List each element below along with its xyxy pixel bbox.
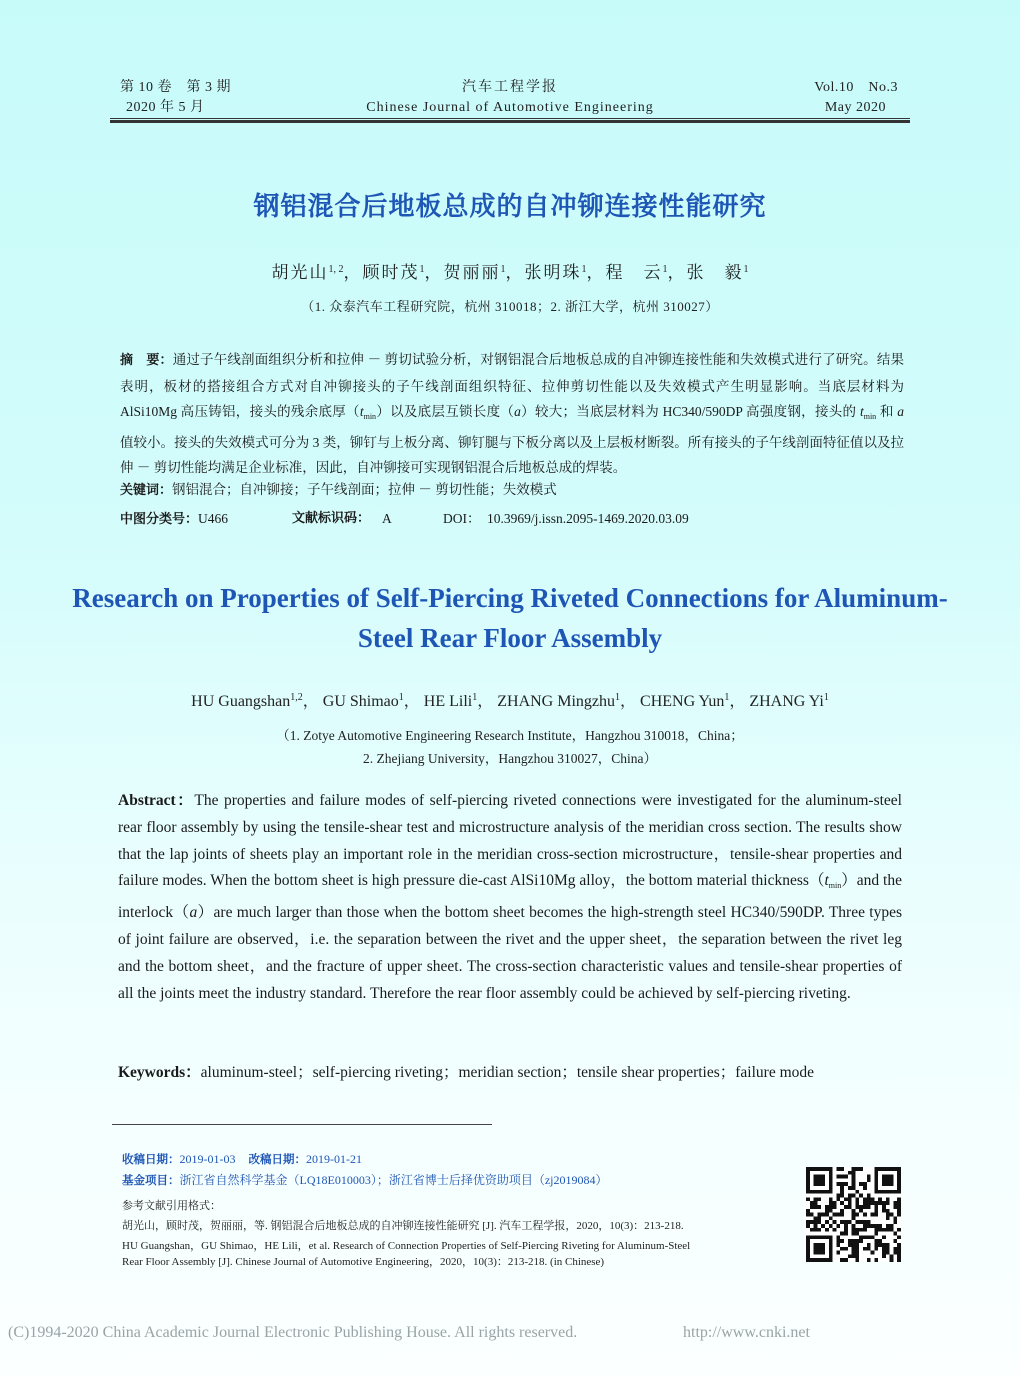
author-cn: 顾时茂 (362, 263, 420, 282)
symbol-t: t (824, 872, 829, 890)
fund-line (122, 1170, 782, 1190)
title-cn: 钢铝混合后地板总成的自冲铆连接性能研究 (253, 192, 767, 222)
author-affiliation-mark: 1 (823, 692, 829, 703)
author-affiliation-mark: 1 (398, 692, 404, 703)
author-affiliation-mark: 1 (500, 264, 506, 275)
symbol-subscript: min (863, 412, 877, 421)
symbol-subscript: min (828, 881, 842, 891)
affiliation-cn: （1. 众泰汽车工程研究院，杭州 310018；2. 浙江大学，杭州 310027） (301, 299, 719, 314)
author-affiliation-mark: 1 (615, 692, 620, 703)
symbol-t: t (859, 404, 864, 419)
header-journal-cn: 汽车工程学报 (462, 80, 558, 95)
abstract-cn-text: ）较大；当底层材料为 HC340/590DP 高强度钢，接头的 (520, 404, 860, 419)
header-rule-thick (110, 120, 910, 123)
received-label: 收稿日期： (122, 1152, 180, 1166)
author-affiliation-mark: 1 (419, 264, 425, 275)
watermark-copyright: (C)1994-2020 China Academic Journal Electronic Publishing House. All rights reserved. (8, 1324, 578, 1341)
citation-en-line2: Rear Floor Assembly [J]. Chinese Journal of Automotive Engineering，2020，10(3)：213-218. (in Chinese) (122, 1256, 605, 1268)
author-en: CHENG Yun (640, 693, 725, 710)
keywords-en (118, 1061, 902, 1085)
author-en: ZHANG Mingzhu (497, 693, 615, 710)
author-cn: 贺丽丽 (443, 263, 501, 282)
header-journal-en: Chinese Journal of Automotive Engineering (366, 100, 654, 115)
keywords-cn-text: 钢铝混合；自冲铆接；子午线剖面；拉伸 － 剪切性能；失效模式 (172, 482, 557, 497)
keywords-cn-label: 关键词： (120, 483, 173, 498)
citation-label: 参考文献引用格式： (122, 1200, 221, 1212)
abstract-cn-text: ）以及底层互锁长度（ (376, 404, 515, 419)
abstract-cn-label: 摘 要： (120, 353, 173, 368)
abstract-en-text: ）are much larger than those when the bottom sheet becomes the high-strength steel HC340/590DP. Three types of joint failure are observed，i.e. the separation between the rivet and the upper sheet，the separation between the rivet leg and the bottom sheet，and the fracture of upper sheet. The cross-section characteristic values and tensile-shear properties of all the joints meet the industry standard. Therefore the rear floor assembly could be achieved by self-piercing riveting. (118, 904, 902, 1002)
footnote-rule (112, 1124, 492, 1125)
abstract-en-label: Abstract： (118, 792, 195, 809)
citation-cn: 胡光山，顾时茂，贺丽丽，等. 钢铝混合后地板总成的自冲铆连接性能研究 [J]. 汽车工程学报，2020，10(3)：213-218. (122, 1220, 684, 1232)
author-cn: 张 毅 (686, 263, 744, 282)
revised-label: 改稿日期： (248, 1152, 306, 1166)
abstract-cn (120, 347, 904, 481)
dates-line (122, 1149, 782, 1169)
author-en: HE Lili (423, 693, 473, 710)
header-issue: 第 10 卷 第 3 期 (120, 80, 231, 95)
symbol-subscript: min (363, 412, 377, 421)
fund-label: 基金项目： (122, 1173, 180, 1187)
fund-text: 浙江省自然科学基金（LQ18E010003）；浙江省博士后择优资助项目（zj2019084） (179, 1173, 608, 1187)
authors-cn: 胡光山$^{1, 2}$，顾时茂$^1$，贺丽丽$^1$，张明珠$^1$，程 云$^1$，张 毅$^1$ (271, 263, 749, 282)
keywords-cn (120, 479, 904, 502)
doi-label: DOI： (443, 511, 481, 526)
authors-en: HU Guangshan$^{1,2}$， GU Shimao$^1$， HE Lili$^1$， ZHANG Mingzhu$^1$， CHENG Yun$^1$， ZHANG Yi$^1$ (191, 692, 829, 710)
affiliation-en-line: 2. Zhejiang University，Hangzhou 310027，China） (363, 751, 657, 766)
author-cn: 程 云 (605, 263, 663, 282)
author-affiliation-mark: 1 (662, 264, 668, 275)
symbol-a: a (514, 404, 521, 419)
abstract-cn-text: 值较小。接头的失效模式可分为 3 类，铆钉与上板分离、铆钉腿与下板分离以及上层板材断裂。所有接头的子午线剖面特征值以及拉伸 － 剪切性能均满足企业标准，因此，自冲铆接可实现钢铝混合后地板总成的焊装。 (120, 434, 904, 475)
received-date: 2019-01-03 (179, 1152, 236, 1166)
revised-date: 2019-01-21 (306, 1152, 362, 1166)
qr-code-icon[interactable] (806, 1167, 901, 1262)
author-affiliation-mark: 1 (472, 692, 478, 703)
author-affiliation-mark: 1 (581, 264, 587, 275)
title-en: Research on Properties of Self-Piercing Riveted Connections for Aluminum-Steel Rear Floor Assembly (72, 583, 948, 653)
classification-cn (120, 508, 904, 531)
watermark-url: http://www.cnki.net (683, 1324, 810, 1341)
author-affiliation-mark: 1,2 (290, 692, 303, 703)
symbol-a: a (897, 404, 905, 419)
doc-code-value: A (382, 511, 392, 526)
affiliation-en (0, 724, 1020, 770)
abstract-en-text: The properties and failure modes of self-piercing riveted connections were investigated for the aluminum-steel rear floor assembly by using the tensile-shear test and microstructure analysis of the meridian cross section. The results show that the lap joints of sheets play an important role in the meridian cross-section microstructure，tensile-shear properties and failure modes. When the bottom sheet is high pressure die-cast AlSi10Mg alloy，the bottom material thickness（ (118, 792, 902, 890)
author-cn: 胡光山 (271, 263, 329, 282)
clc-value: U466 (198, 511, 229, 526)
symbol-a: a (189, 904, 198, 922)
author-affiliation-mark: 1 (743, 264, 749, 275)
abstract-en (118, 788, 902, 1007)
symbol-t: t (359, 404, 364, 419)
header-rule-thin (110, 118, 910, 119)
affiliation-en-line: （1. Zotye Automotive Engineering Research Institute，Hangzhou 310018，China； (276, 728, 744, 743)
author-affiliation-mark: 1 (724, 692, 730, 703)
author-en: ZHANG Yi (749, 693, 824, 710)
clc-label: 中图分类号： (120, 512, 199, 527)
doi-value: 10.3969/j.issn.2095-1469.2020.03.09 (487, 511, 689, 526)
abstract-cn-text: 和 (876, 404, 898, 419)
doc-code-label: 文献标识码： (292, 511, 371, 526)
abstract-en-text: ）and the interlock（ (118, 872, 902, 922)
abstract-cn-text: 通过子午线剖面组织分析和拉伸 － 剪切试验分析，对钢铝混合后地板总成的自冲铆连接性能和失效模式进行了研究。结果表明，板材的搭接组合方式对自冲铆接头的子午线剖面组织特征、拉伸剪切性能以及失效模式产生明显影响。当底层材料为 AlSi10Mg 高压铸铝，接头的残余底厚（ (120, 352, 904, 419)
author-en: HU Guangshan (191, 693, 291, 710)
header-date-cn: 2020 年 5 月 (126, 100, 205, 115)
header-date-en: May 2020 (824, 100, 886, 115)
author-affiliation-mark: 1, 2 (328, 264, 344, 275)
author-en: GU Shimao (322, 693, 399, 710)
header-volume-en: Vol.10 No.3 (814, 80, 898, 95)
keywords-en-label: Keywords： (118, 1064, 201, 1081)
citation-en-line1: HU Guangshan，GU Shimao，HE Lili，et al. Research of Connection Properties of Self-Piercing Riveting for Aluminum-Steel (122, 1240, 691, 1252)
keywords-en-text: aluminum-steel；self-piercing riveting；meridian section；tensile shear properties；failure mode (200, 1064, 815, 1081)
author-cn: 张明珠 (524, 263, 582, 282)
